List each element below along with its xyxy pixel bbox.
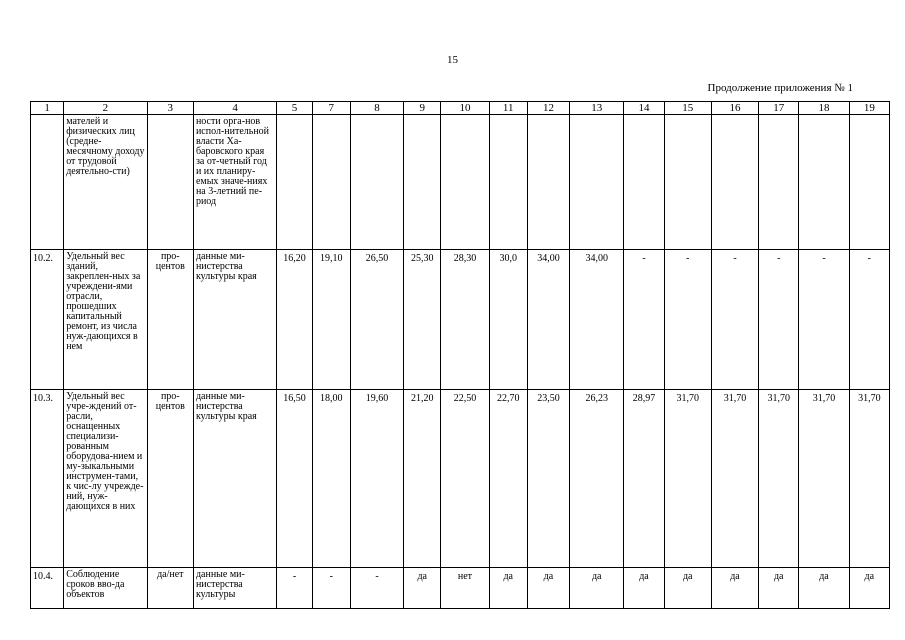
value-cell: - (849, 250, 889, 390)
value-cell: 28,97 (624, 390, 664, 568)
column-header: 19 (849, 102, 889, 115)
value-cell: 25,30 (404, 250, 441, 390)
value-cell: - (624, 250, 664, 390)
value-cell: да (849, 568, 889, 609)
page-number: 15 (447, 54, 458, 66)
value-cell (624, 115, 664, 250)
table-row (31, 115, 890, 250)
column-header: 3 (147, 102, 193, 115)
value-cell: 31,70 (799, 390, 849, 568)
value-cell (277, 115, 312, 250)
column-header: 16 (711, 102, 758, 115)
value-cell: да (664, 568, 711, 609)
source-cell: ности орга-нов испол-нительной власти Ха-баровского края за от-четный год и их планиру-емых значе-ниях на 3-летний пе-риод (193, 115, 276, 250)
value-cell (441, 115, 489, 250)
column-header: 2 (64, 102, 147, 115)
value-cell (711, 115, 758, 250)
column-header: 5 (277, 102, 312, 115)
table-row (31, 250, 890, 390)
value-cell (799, 115, 849, 250)
table-row (31, 390, 890, 568)
column-header: 12 (527, 102, 569, 115)
value-cell: да (404, 568, 441, 609)
value-cell: 31,70 (711, 390, 758, 568)
column-header: 4 (193, 102, 276, 115)
value-cell: 31,70 (759, 390, 799, 568)
value-cell: 34,00 (527, 250, 569, 390)
source-cell: данные ми-нистерства культуры края (193, 390, 276, 568)
value-cell: да (759, 568, 799, 609)
indicator-name: мателей и физических лиц (средне-месячному доходу от трудовой деятельно-сти) (64, 115, 147, 250)
value-cell: - (350, 568, 403, 609)
column-header: 14 (624, 102, 664, 115)
row-code: 10.2. (31, 250, 64, 390)
column-header: 13 (570, 102, 624, 115)
source-cell: данные ми-нистерства культуры края (193, 250, 276, 390)
value-cell (404, 115, 441, 250)
value-cell: - (277, 568, 312, 609)
value-cell: 16,20 (277, 250, 312, 390)
value-cell: 34,00 (570, 250, 624, 390)
column-header: 9 (404, 102, 441, 115)
value-cell: да (624, 568, 664, 609)
unit-cell: про-центов (147, 250, 193, 390)
value-cell (849, 115, 889, 250)
column-header: 10 (441, 102, 489, 115)
unit-cell: про-центов (147, 390, 193, 568)
table-row (31, 568, 890, 609)
value-cell: - (711, 250, 758, 390)
value-cell: 19,10 (312, 250, 350, 390)
value-cell: 30,0 (489, 250, 527, 390)
value-cell: 22,50 (441, 390, 489, 568)
value-cell: нет (441, 568, 489, 609)
value-cell (489, 115, 527, 250)
value-cell: 22,70 (489, 390, 527, 568)
value-cell: да (799, 568, 849, 609)
value-cell: да (570, 568, 624, 609)
column-header: 1 (31, 102, 64, 115)
value-cell (350, 115, 403, 250)
header-row (31, 102, 890, 115)
column-header: 18 (799, 102, 849, 115)
value-cell (759, 115, 799, 250)
value-cell: 18,00 (312, 390, 350, 568)
indicator-name: Соблюдение сроков вво-да объектов (64, 568, 147, 609)
value-cell: - (664, 250, 711, 390)
column-header: 8 (350, 102, 403, 115)
value-cell: 28,30 (441, 250, 489, 390)
row-code: 10.3. (31, 390, 64, 568)
column-header: 15 (664, 102, 711, 115)
indicator-name: Удельный вес учре-ждений от-расли, оснащенных специализи-рованным оборудова-нием и му-зыкальными инструмен-тами, к чис-лу учрежде-ний, нуж-дающихся в них (64, 390, 147, 568)
value-cell: - (799, 250, 849, 390)
column-header: 17 (759, 102, 799, 115)
indicator-name: Удельный вес зданий, закреплен-ных за учреждени-ями отрасли, прошедших капитальный ремонт, из числа нуж-дающихся в нем (64, 250, 147, 390)
row-code (31, 115, 64, 250)
value-cell: - (759, 250, 799, 390)
continuation-label: Продолжение приложения № 1 (707, 82, 853, 94)
value-cell: 26,50 (350, 250, 403, 390)
value-cell: да (489, 568, 527, 609)
value-cell: 23,50 (527, 390, 569, 568)
column-header: 11 (489, 102, 527, 115)
value-cell: да (527, 568, 569, 609)
value-cell: - (312, 568, 350, 609)
unit-cell (147, 115, 193, 250)
column-header: 7 (312, 102, 350, 115)
value-cell: да (711, 568, 758, 609)
unit-cell: да/нет (147, 568, 193, 609)
value-cell (527, 115, 569, 250)
value-cell: 16,50 (277, 390, 312, 568)
row-code: 10.4. (31, 568, 64, 609)
value-cell (312, 115, 350, 250)
value-cell: 19,60 (350, 390, 403, 568)
value-cell (570, 115, 624, 250)
value-cell (664, 115, 711, 250)
value-cell: 31,70 (664, 390, 711, 568)
source-cell: данные ми-нистерства культуры (193, 568, 276, 609)
data-table (30, 101, 890, 609)
value-cell: 26,23 (570, 390, 624, 568)
value-cell: 31,70 (849, 390, 889, 568)
value-cell: 21,20 (404, 390, 441, 568)
